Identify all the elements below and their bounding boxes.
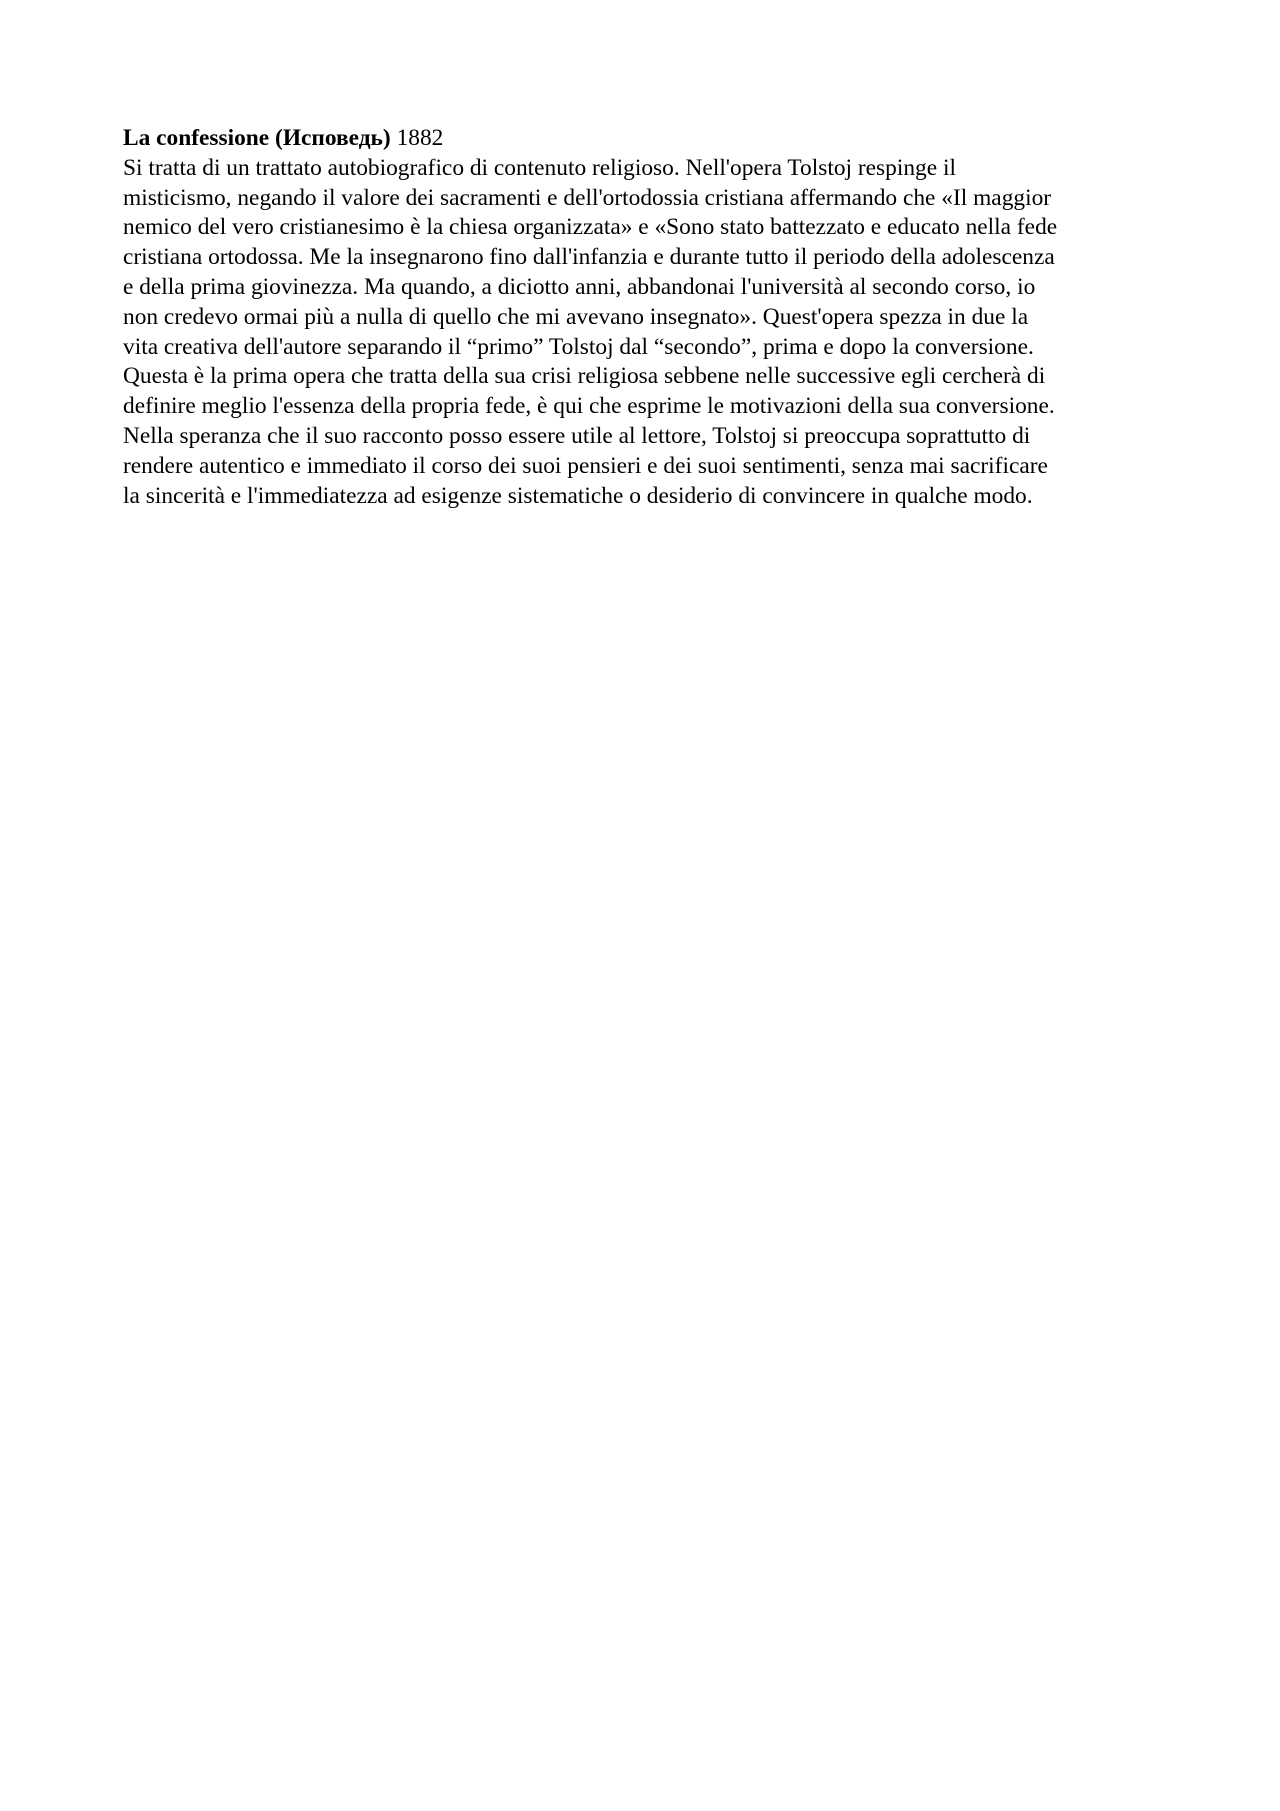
paragraph-line: Questa è la prima opera che tratta della sua crisi religiosa sebbene nelle successive egli cercherà di bbox=[123, 363, 1046, 390]
paragraph-line: vita creativa dell'autore separando il “primo” Tolstoj dal “secondo”, prima e dopo la conversione. bbox=[123, 333, 1034, 360]
document-heading bbox=[123, 124, 1183, 154]
paragraph-line: misticismo, negando il valore dei sacramenti e dell'ortodossia cristiana affermando che «Il maggior bbox=[123, 184, 1052, 211]
paragraph-line: Nella speranza che il suo racconto posso essere utile al lettore, Tolstoj si preoccupa soprattutto di bbox=[123, 422, 1031, 449]
paragraph-line: non credevo ormai più a nulla di quello che mi avevano insegnato». Quest'opera spezza in due la bbox=[123, 303, 1029, 330]
document-title: La confessione (Исповедь) bbox=[123, 125, 391, 151]
paragraph-line: cristiana ortodossa. Me la insegnarono fino dall'infanzia e durante tutto il periodo della adolescenza bbox=[123, 244, 1055, 271]
paragraph-line: e della prima giovinezza. Ma quando, a diciotto anni, abbandonai l'università al secondo corso, io bbox=[123, 273, 1036, 300]
paragraph-line: la sincerità e l'immediatezza ad esigenze sistematiche o desiderio di convincere in qualche modo. bbox=[123, 482, 1033, 509]
document-paragraph bbox=[123, 154, 1183, 512]
paragraph-line: rendere autentico e immediato il corso dei suoi pensieri e dei suoi sentimenti, senza mai sacrificare bbox=[123, 452, 1048, 479]
paragraph-line: definire meglio l'essenza della propria fede, è qui che esprime le motivazioni della sua conversione. bbox=[123, 393, 1055, 420]
paragraph-line: nemico del vero cristianesimo è la chiesa organizzata» e «Sono stato battezzato e educato nella fede bbox=[123, 214, 1058, 241]
paragraph-line: Si tratta di un trattato autobiografico di contenuto religioso. Nell'opera Tolstoj respinge il bbox=[123, 154, 956, 181]
document-year: 1882 bbox=[396, 125, 444, 151]
document-content bbox=[123, 124, 1183, 511]
